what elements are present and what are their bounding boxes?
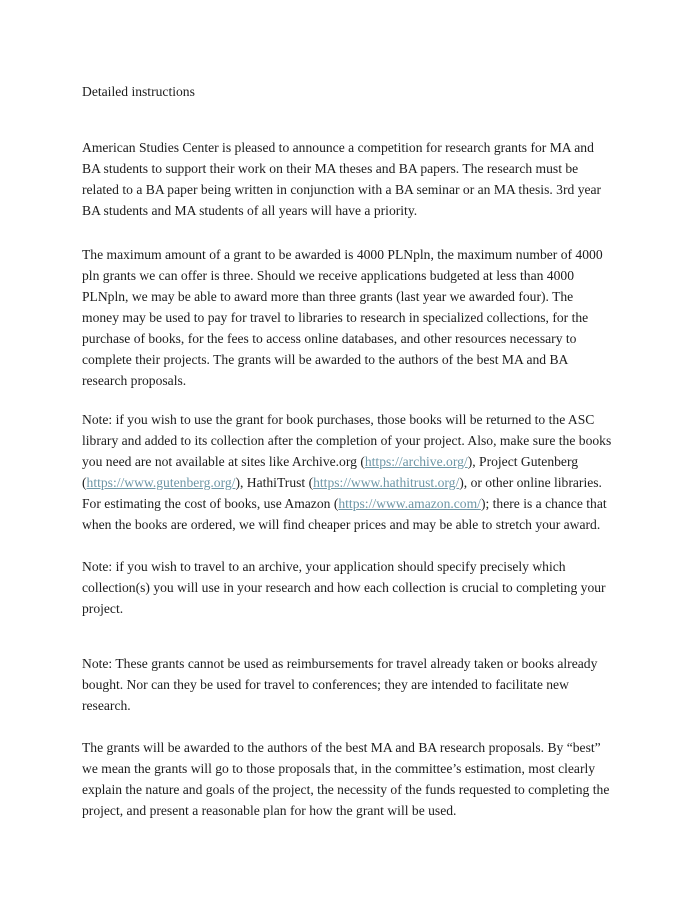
text-line: [82, 800, 627, 821]
document-body: [82, 137, 627, 821]
text-line: [82, 158, 627, 179]
text-line: [82, 598, 627, 619]
text-run: Note: if you wish to travel to an archive, your application should specify precisely which: [82, 559, 566, 574]
text-line: [82, 737, 627, 758]
text-run: BA students to support their work on their MA theses and BA papers. The research must be: [82, 161, 579, 176]
text-run: related to a BA paper being written in conjunction with a BA seminar or an MA thesis. 3rd year: [82, 182, 602, 197]
text-run: purchase of books, for the fees to access online databases, and other resources necessary to: [82, 331, 577, 346]
text-line: [82, 286, 627, 307]
hyperlink[interactable]: https://www.gutenberg.org/: [86, 475, 236, 490]
hyperlink[interactable]: https://archive.org/: [364, 454, 468, 469]
text-line: [82, 200, 627, 221]
text-run: library and added to its collection after the completion of your project. Also, make sure the books: [82, 433, 612, 448]
text-line: [82, 674, 627, 695]
text-run: project.: [82, 601, 124, 616]
text-run: when the books are ordered, we will find cheaper prices and may be able to stretch your award.: [82, 517, 601, 532]
text-line: [82, 514, 627, 535]
paragraph-note-book-purchases: [82, 409, 627, 535]
text-run: explain the nature and goals of the project, the necessity of the funds requested to completing the: [82, 782, 610, 797]
paragraph-award-criteria: [82, 737, 627, 821]
text-line: [82, 409, 627, 430]
text-run: The maximum amount of a grant to be awarded is 4000 PLNpln, the maximum number of 4000: [82, 247, 603, 262]
text-line: [82, 451, 627, 472]
text-run: American Studies Center is pleased to announce a competition for research grants for MA and: [82, 140, 594, 155]
text-line: [82, 328, 627, 349]
text-run: Note: if you wish to use the grant for book purchases, those books will be returned to the ASC: [82, 412, 595, 427]
text-line: [82, 370, 627, 391]
text-line: [82, 430, 627, 451]
paragraph-note-no-reimbursements: [82, 653, 627, 716]
text-line: [82, 179, 627, 200]
text-run: The grants will be awarded to the authors of the best MA and BA research proposals. By “best”: [82, 740, 601, 755]
paragraph-note-archive-travel: [82, 556, 627, 619]
text-run: project, and present a reasonable plan for how the grant will be used.: [82, 803, 457, 818]
hyperlink[interactable]: https://www.amazon.com/: [338, 496, 481, 511]
text-run: complete their projects. The grants will be awarded to the authors of the best MA and BA: [82, 352, 569, 367]
text-run: For estimating the cost of books, use Amazon (: [82, 496, 339, 511]
text-line: [82, 556, 627, 577]
text-run: ), or other online libraries.: [459, 475, 602, 490]
document-title: Detailed instructions: [82, 84, 195, 99]
text-line: [82, 695, 627, 716]
text-run: ), Project Gutenberg: [467, 454, 579, 469]
text-run: money may be used to pay for travel to libraries to research in specialized collections, for the: [82, 310, 589, 325]
text-line: [82, 653, 627, 674]
text-run: pln grants we can offer is three. Should we receive applications budgeted at less than 4000: [82, 268, 574, 283]
paragraph-grant-amount: [82, 244, 627, 391]
text-line: [82, 577, 627, 598]
text-line: [82, 758, 627, 779]
text-run: collection(s) you will use in your research and how each collection is crucial to completing your: [82, 580, 606, 595]
text-line: [82, 472, 627, 493]
text-line: [82, 307, 627, 328]
text-run: you need are not available at sites like Archive.org (: [82, 454, 365, 469]
text-run: PLNpln, we may be able to award more than three grants (last year we awarded four). The: [82, 289, 574, 304]
text-run: ); there is a chance that: [480, 496, 607, 511]
text-line: [82, 265, 627, 286]
text-run: research proposals.: [82, 373, 187, 388]
text-run: bought. Nor can they be used for travel to conferences; they are intended to facilitate new: [82, 677, 569, 692]
text-line: [82, 244, 627, 265]
paragraph-eligibility: [82, 137, 627, 221]
text-run: BA students and MA students of all years will have a priority.: [82, 203, 418, 218]
text-run: research.: [82, 698, 131, 713]
text-run: we mean the grants will go to those proposals that, in the committee’s estimation, most clearly: [82, 761, 596, 776]
text-run: (: [82, 475, 87, 490]
text-run: ), HathiTrust (: [235, 475, 314, 490]
text-line: [82, 137, 627, 158]
text-line: [82, 493, 627, 514]
text-line: [82, 779, 627, 800]
document-content: [82, 81, 627, 821]
text-run: Note: These grants cannot be used as reimbursements for travel already taken or books already: [82, 656, 598, 671]
hyperlink[interactable]: https://www.hathitrust.org/: [313, 475, 460, 490]
text-line: [82, 349, 627, 370]
